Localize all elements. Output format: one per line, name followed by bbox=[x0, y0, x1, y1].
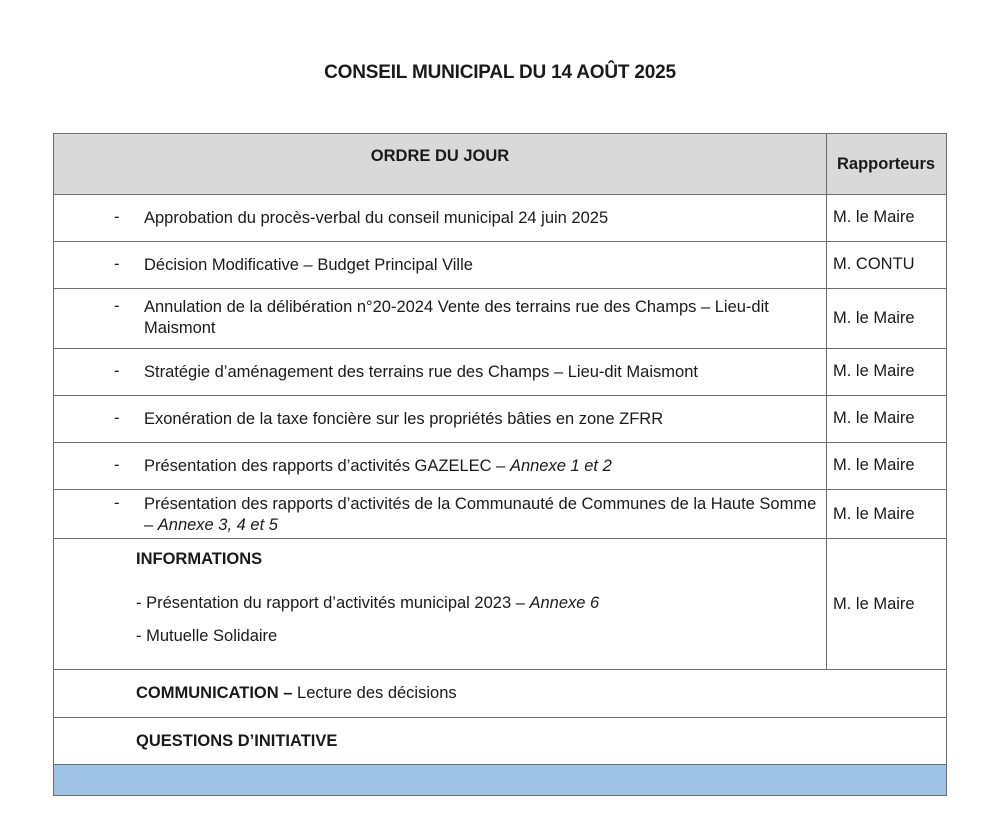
table-row-questions bbox=[54, 718, 947, 765]
item-dash: - bbox=[114, 409, 120, 427]
table-row-informations bbox=[54, 539, 947, 670]
communication-cell bbox=[54, 670, 947, 718]
agenda-item-text: Décision Modificative – Budget Principal Ville bbox=[144, 256, 473, 274]
agenda-item-text: Présentation des rapports d’activités GAZELEC – bbox=[144, 457, 510, 475]
table-row bbox=[54, 242, 947, 289]
footer-bar-row bbox=[54, 765, 947, 796]
item-dash: - bbox=[114, 297, 120, 315]
agenda-item-text: Stratégie d’aménagement des terrains rue des Champs – Lieu-dit Maismont bbox=[144, 363, 698, 381]
informations-item-text: - Présentation du rapport d’activités municipal 2023 – bbox=[136, 594, 530, 612]
agenda-table bbox=[53, 133, 947, 796]
rapporteur-cell: M. le Maire bbox=[827, 289, 947, 349]
agenda-item-text: Approbation du procès-verbal du conseil municipal 24 juin 2025 bbox=[144, 209, 609, 227]
agenda-item-cell bbox=[54, 396, 827, 443]
agenda-item-cell bbox=[54, 289, 827, 349]
item-dash: - bbox=[114, 208, 120, 226]
annex-reference: Annexe 1 et 2 bbox=[509, 457, 612, 475]
header-ordre-du-jour: ORDRE DU JOUR bbox=[54, 134, 827, 195]
agenda-item-text: Exonération de la taxe foncière sur les propriétés bâties en zone ZFRR bbox=[144, 410, 664, 428]
agenda-item-text: Présentation des rapports d’activités de la Communauté de Communes de la Haute Somme – bbox=[144, 495, 817, 534]
rapporteur-cell: M. le Maire bbox=[827, 349, 947, 396]
informations-item bbox=[136, 627, 826, 646]
agenda-item-text: Annulation de la délibération n°20-2024 Vente des terrains rue des Champs – Lieu-dit Maismont bbox=[144, 298, 769, 337]
rapporteur-cell: M. le Maire bbox=[827, 539, 947, 670]
questions-cell bbox=[54, 718, 947, 765]
table-row bbox=[54, 289, 947, 349]
table-row bbox=[54, 349, 947, 396]
agenda-item-cell bbox=[54, 490, 827, 539]
footer-bar bbox=[54, 765, 947, 796]
agenda-item-cell bbox=[54, 195, 827, 242]
rapporteur-cell: M. le Maire bbox=[827, 490, 947, 539]
informations-title: INFORMATIONS bbox=[136, 550, 263, 568]
table-row bbox=[54, 443, 947, 490]
table-row bbox=[54, 396, 947, 443]
communication-label: COMMUNICATION – bbox=[136, 684, 293, 702]
item-dash: - bbox=[114, 255, 120, 273]
informations-cell bbox=[54, 539, 827, 670]
rapporteur-cell: M. le Maire bbox=[827, 195, 947, 242]
item-dash: - bbox=[114, 362, 120, 380]
header-rapporteurs: Rapporteurs bbox=[827, 134, 947, 195]
informations-item-text: - Mutuelle Solidaire bbox=[136, 627, 278, 645]
item-dash: - bbox=[114, 494, 120, 512]
rapporteur-cell: M. le Maire bbox=[827, 396, 947, 443]
table-row-communication bbox=[54, 670, 947, 718]
annex-reference: Annexe 3, 4 et 5 bbox=[157, 516, 278, 534]
questions-label: QUESTIONS D’INITIATIVE bbox=[136, 731, 338, 750]
table-header-row bbox=[54, 134, 947, 195]
communication-text: Lecture des décisions bbox=[292, 684, 457, 702]
table-row bbox=[54, 195, 947, 242]
agenda-item-cell bbox=[54, 443, 827, 490]
rapporteur-cell: M. CONTU bbox=[827, 242, 947, 289]
page-title: CONSEIL MUNICIPAL DU 14 AOÛT 2025 bbox=[324, 62, 676, 83]
rapporteur-cell: M. le Maire bbox=[827, 443, 947, 490]
agenda-item-cell bbox=[54, 242, 827, 289]
agenda-item-cell bbox=[54, 349, 827, 396]
annex-reference: Annexe 6 bbox=[529, 594, 600, 612]
item-dash: - bbox=[114, 456, 120, 474]
informations-item bbox=[136, 594, 826, 613]
table-row bbox=[54, 490, 947, 539]
